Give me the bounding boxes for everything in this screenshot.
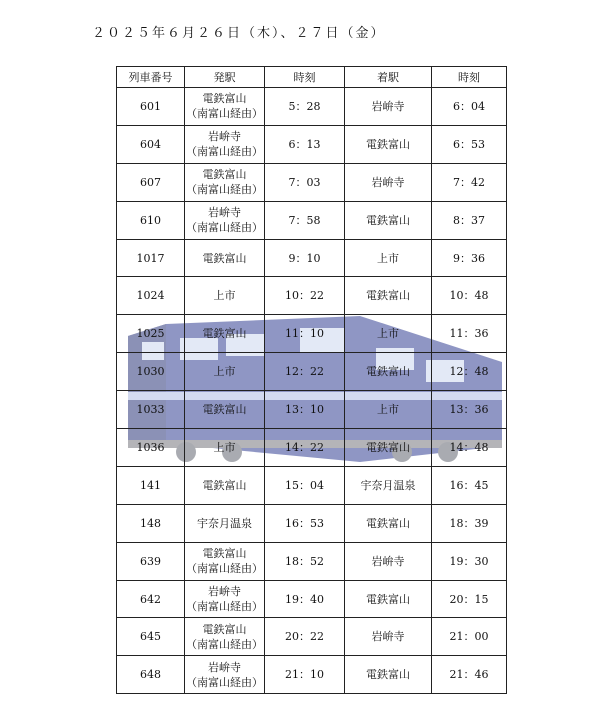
departure-station-cell: [185, 542, 265, 580]
table-row: [117, 315, 507, 353]
departure-station-cell: [185, 618, 265, 656]
arrival-station-cell: 電鉄富山: [345, 504, 432, 542]
arrival-station-cell: 上市: [345, 239, 432, 277]
train-number-cell: 642: [117, 580, 185, 618]
col-header-departure-station: 発駅: [185, 67, 265, 88]
departure-time-cell: 20：22: [265, 618, 345, 656]
departure-station-name: 電鉄富山: [202, 478, 247, 492]
departure-time-cell: 18：52: [265, 542, 345, 580]
arrival-station-cell: 岩峅寺: [345, 88, 432, 126]
train-number-cell: 639: [117, 542, 185, 580]
table-row: [117, 88, 507, 126]
train-number-cell: 148: [117, 504, 185, 542]
departure-time-cell: 7：58: [265, 201, 345, 239]
departure-station-cell: [185, 429, 265, 467]
departure-time-cell: 15：04: [265, 466, 345, 504]
arrival-time-cell: 11：36: [432, 315, 507, 353]
arrival-station-cell: 岩峅寺: [345, 618, 432, 656]
table-row: [117, 391, 507, 429]
arrival-time-cell: 16：45: [432, 466, 507, 504]
departure-via-note: （南富山経由）: [186, 183, 263, 197]
train-number-cell: 604: [117, 125, 185, 163]
arrival-time-cell: 14：48: [432, 429, 507, 467]
departure-station-name: 上市: [213, 365, 236, 379]
train-number-cell: 1036: [117, 429, 185, 467]
departure-station-name: 岩峅寺: [208, 206, 241, 220]
table-row: [117, 618, 507, 656]
departure-station-cell: [185, 580, 265, 618]
arrival-time-cell: 21：46: [432, 656, 507, 694]
arrival-time-cell: 21：00: [432, 618, 507, 656]
train-number-cell: 1025: [117, 315, 185, 353]
departure-via-note: （南富山経由）: [186, 600, 263, 614]
departure-via-note: （南富山経由）: [186, 675, 263, 689]
train-number-cell: 1017: [117, 239, 185, 277]
col-header-arrival-time: 時刻: [432, 67, 507, 88]
train-number-cell: 601: [117, 88, 185, 126]
departure-time-cell: 10：22: [265, 277, 345, 315]
arrival-time-cell: 6：04: [432, 88, 507, 126]
arrival-time-cell: 19：30: [432, 542, 507, 580]
table-row: [117, 429, 507, 467]
train-number-cell: 645: [117, 618, 185, 656]
timetable: [116, 66, 507, 694]
departure-station-name: 上市: [213, 289, 236, 303]
departure-time-cell: 19：40: [265, 580, 345, 618]
arrival-time-cell: 6：53: [432, 125, 507, 163]
arrival-time-cell: 12：48: [432, 353, 507, 391]
departure-station-name: 上市: [213, 440, 236, 454]
arrival-time-cell: 7：42: [432, 163, 507, 201]
departure-station-name: 電鉄富山: [202, 622, 247, 636]
departure-time-cell: 7：03: [265, 163, 345, 201]
table-row: [117, 125, 507, 163]
departure-station-cell: [185, 504, 265, 542]
departure-station-name: 電鉄富山: [202, 547, 247, 561]
arrival-station-cell: 上市: [345, 391, 432, 429]
train-number-cell: 1030: [117, 353, 185, 391]
arrival-time-cell: 18：39: [432, 504, 507, 542]
table-row: [117, 580, 507, 618]
departure-station-cell: [185, 201, 265, 239]
departure-via-note: （南富山経由）: [186, 637, 263, 651]
arrival-time-cell: 8：37: [432, 201, 507, 239]
departure-station-cell: [185, 163, 265, 201]
departure-time-cell: 16：53: [265, 504, 345, 542]
timetable-body: [117, 88, 507, 694]
col-header-arrival-station: 着駅: [345, 67, 432, 88]
table-row: [117, 504, 507, 542]
table-row: [117, 163, 507, 201]
departure-station-name: 電鉄富山: [202, 92, 247, 106]
departure-station-name: 電鉄富山: [202, 403, 247, 417]
departure-station-name: 電鉄富山: [202, 327, 247, 341]
departure-time-cell: 11：10: [265, 315, 345, 353]
departure-time-cell: 12：22: [265, 353, 345, 391]
departure-time-cell: 14：22: [265, 429, 345, 467]
train-number-cell: 1024: [117, 277, 185, 315]
departure-station-name: 宇奈月温泉: [197, 516, 252, 530]
departure-via-note: （南富山経由）: [186, 145, 263, 159]
table-row: [117, 239, 507, 277]
table-row: [117, 353, 507, 391]
arrival-station-cell: 電鉄富山: [345, 580, 432, 618]
departure-station-cell: [185, 391, 265, 429]
arrival-station-cell: 電鉄富山: [345, 656, 432, 694]
col-header-departure-time: 時刻: [265, 67, 345, 88]
arrival-station-cell: 電鉄富山: [345, 353, 432, 391]
train-number-cell: 610: [117, 201, 185, 239]
arrival-station-cell: 電鉄富山: [345, 429, 432, 467]
timetable-header-row: [117, 67, 507, 88]
train-number-cell: 1033: [117, 391, 185, 429]
arrival-station-cell: 宇奈月温泉: [345, 466, 432, 504]
train-number-cell: 607: [117, 163, 185, 201]
table-row: [117, 466, 507, 504]
departure-station-cell: [185, 125, 265, 163]
departure-station-name: 岩峅寺: [208, 130, 241, 144]
departure-time-cell: 6：13: [265, 125, 345, 163]
departure-station-name: 電鉄富山: [202, 168, 247, 182]
departure-station-name: 岩峅寺: [208, 585, 241, 599]
departure-station-name: 岩峅寺: [208, 660, 241, 674]
departure-time-cell: 21：10: [265, 656, 345, 694]
table-row: [117, 277, 507, 315]
arrival-station-cell: 岩峅寺: [345, 542, 432, 580]
table-row: [117, 656, 507, 694]
departure-via-note: （南富山経由）: [186, 221, 263, 235]
departure-station-cell: [185, 277, 265, 315]
table-row: [117, 542, 507, 580]
arrival-time-cell: 10：48: [432, 277, 507, 315]
arrival-time-cell: 20：15: [432, 580, 507, 618]
arrival-station-cell: 電鉄富山: [345, 201, 432, 239]
departure-station-cell: [185, 88, 265, 126]
departure-station-cell: [185, 315, 265, 353]
train-number-cell: 141: [117, 466, 185, 504]
departure-via-note: （南富山経由）: [186, 107, 263, 121]
date-title: ２０２５年６月２６日（木）、２７日（金）: [92, 26, 386, 41]
departure-time-cell: 5：28: [265, 88, 345, 126]
arrival-station-cell: 上市: [345, 315, 432, 353]
departure-time-cell: 13：10: [265, 391, 345, 429]
departure-station-cell: [185, 466, 265, 504]
departure-time-cell: 9：10: [265, 239, 345, 277]
departure-station-cell: [185, 239, 265, 277]
arrival-time-cell: 13：36: [432, 391, 507, 429]
train-number-cell: 648: [117, 656, 185, 694]
departure-station-cell: [185, 353, 265, 391]
arrival-station-cell: 電鉄富山: [345, 277, 432, 315]
col-header-train-number: 列車番号: [117, 67, 185, 88]
arrival-station-cell: 電鉄富山: [345, 125, 432, 163]
departure-station-name: 電鉄富山: [202, 251, 247, 265]
departure-via-note: （南富山経由）: [186, 562, 263, 576]
arrival-time-cell: 9：36: [432, 239, 507, 277]
departure-station-cell: [185, 656, 265, 694]
arrival-station-cell: 岩峅寺: [345, 163, 432, 201]
table-row: [117, 201, 507, 239]
